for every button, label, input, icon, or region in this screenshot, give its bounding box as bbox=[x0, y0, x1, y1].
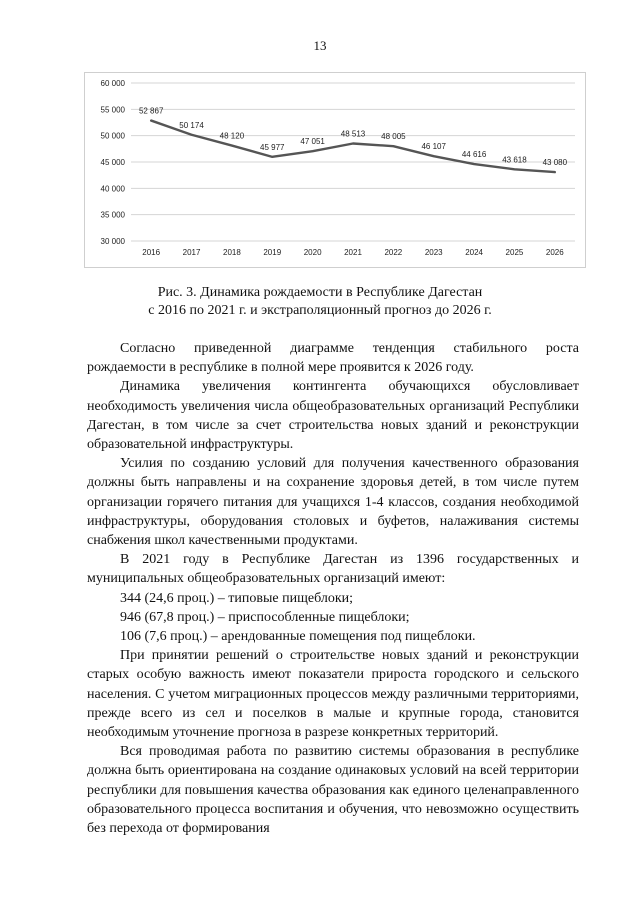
figure-caption bbox=[0, 284, 640, 320]
caption-line-2: с 2016 по 2021 г. и экстраполяционный прогноз до 2026 г. bbox=[148, 303, 492, 318]
y-tick-label: 45 000 bbox=[100, 158, 125, 167]
data-label: 45 977 bbox=[260, 142, 285, 152]
list-item: 344 (24,6 проц.) – типовые пищеблоки; bbox=[120, 590, 354, 606]
data-point bbox=[433, 155, 435, 157]
paragraph: Динамика увеличения контингента обучающихся обусловливает необходимость увеличения числа общеобразовательных организаций Республики Дагестан, в том числе за счет строительства новых зданий и реконструкции образовательной инфраструктуры. bbox=[87, 379, 579, 453]
paragraph: Вся проводимая работа по развитию системы образования в республике должна быть ориентирована на создание одинаковых условий на всей территории республики для повышения качества образования как единого целенаправленного образовательного процесса воспитания и обучения, что невозможно осуществить без перехода от формирования bbox=[87, 744, 579, 837]
data-point bbox=[352, 143, 354, 145]
data-label: 47 051 bbox=[300, 137, 325, 147]
body-text bbox=[87, 339, 579, 838]
y-tick-label: 35 000 bbox=[100, 210, 125, 220]
data-label: 50 174 bbox=[179, 120, 204, 130]
paragraph: В 2021 году в Республике Дагестан из 1396 государственных и муниципальных общеобразовательных организаций имеют: bbox=[87, 552, 579, 587]
x-tick-label: 2017 bbox=[182, 248, 201, 257]
data-label: 52 867 bbox=[138, 106, 164, 116]
x-tick-label: 2016 bbox=[142, 248, 161, 257]
x-tick-label: 2026 bbox=[545, 248, 564, 257]
data-label: 48 120 bbox=[219, 131, 245, 141]
x-tick-label: 2019 bbox=[263, 248, 282, 257]
caption-line-1: Рис. 3. Динамика рождаемости в Республике Дагестан bbox=[157, 285, 483, 300]
data-point bbox=[393, 145, 395, 147]
x-tick-label: 2018 bbox=[223, 248, 241, 257]
y-tick-label: 50 000 bbox=[100, 131, 125, 141]
data-point bbox=[554, 171, 556, 173]
list-item: 106 (7,6 проц.) – арендованные помещения под пищеблоки. bbox=[120, 629, 476, 645]
x-tick-label: 2020 bbox=[303, 248, 322, 257]
data-point bbox=[312, 150, 314, 152]
x-tick-label: 2022 bbox=[384, 248, 403, 257]
x-tick-label: 2023 bbox=[424, 248, 443, 257]
x-tick-label: 2025 bbox=[505, 248, 524, 257]
data-label: 48 513 bbox=[340, 129, 366, 139]
list-item: 946 (67,8 проц.) – приспособленные пищеблоки; bbox=[120, 609, 410, 625]
page-number: 13 bbox=[313, 38, 327, 53]
paragraph: Согласно приведенной диаграмме тенденция стабильного роста рождаемости в республике в полной мере проявится к 2026 году. bbox=[87, 341, 579, 376]
x-tick-label: 2024 bbox=[465, 248, 483, 257]
y-tick-label: 40 000 bbox=[100, 184, 125, 194]
data-label: 43 080 bbox=[542, 158, 568, 168]
data-point bbox=[514, 168, 516, 170]
data-point bbox=[271, 156, 273, 158]
birth-rate-chart bbox=[84, 72, 586, 268]
data-label: 48 005 bbox=[381, 132, 406, 142]
data-point bbox=[191, 134, 193, 136]
data-point bbox=[150, 120, 152, 122]
data-point bbox=[231, 145, 233, 147]
data-label: 46 107 bbox=[421, 142, 446, 152]
chart-svg bbox=[85, 73, 585, 267]
data-label: 43 618 bbox=[502, 155, 527, 165]
paragraph: При принятии решений о строительстве новых зданий и реконструкции старых особую важность имеют показатели прироста городского и сельского населения. С учетом миграционных процессов между различными территориями, прежде всего из сел и поселков в малые и крупные города, становится необходимым уточнение прогноза в разрезе конкретных территорий. bbox=[87, 648, 579, 741]
y-tick-label: 55 000 bbox=[100, 105, 125, 115]
y-tick-label: 60 000 bbox=[100, 79, 125, 88]
paragraph: Усилия по созданию условий для получения качественного образования должны быть направлены и на сохранение здоровья детей, в том числе путем организации горячего питания для учащихся 1-4 классов, создания необходимой инфраструктуры, оборудования столовых и буфетов, налаживания системы снабжения школ качественными продуктами. bbox=[87, 456, 579, 549]
x-tick-label: 2021 bbox=[344, 248, 362, 257]
data-point bbox=[473, 163, 475, 165]
y-tick-label: 30 000 bbox=[100, 237, 125, 246]
series-line bbox=[151, 121, 555, 173]
data-label: 44 616 bbox=[461, 150, 487, 160]
